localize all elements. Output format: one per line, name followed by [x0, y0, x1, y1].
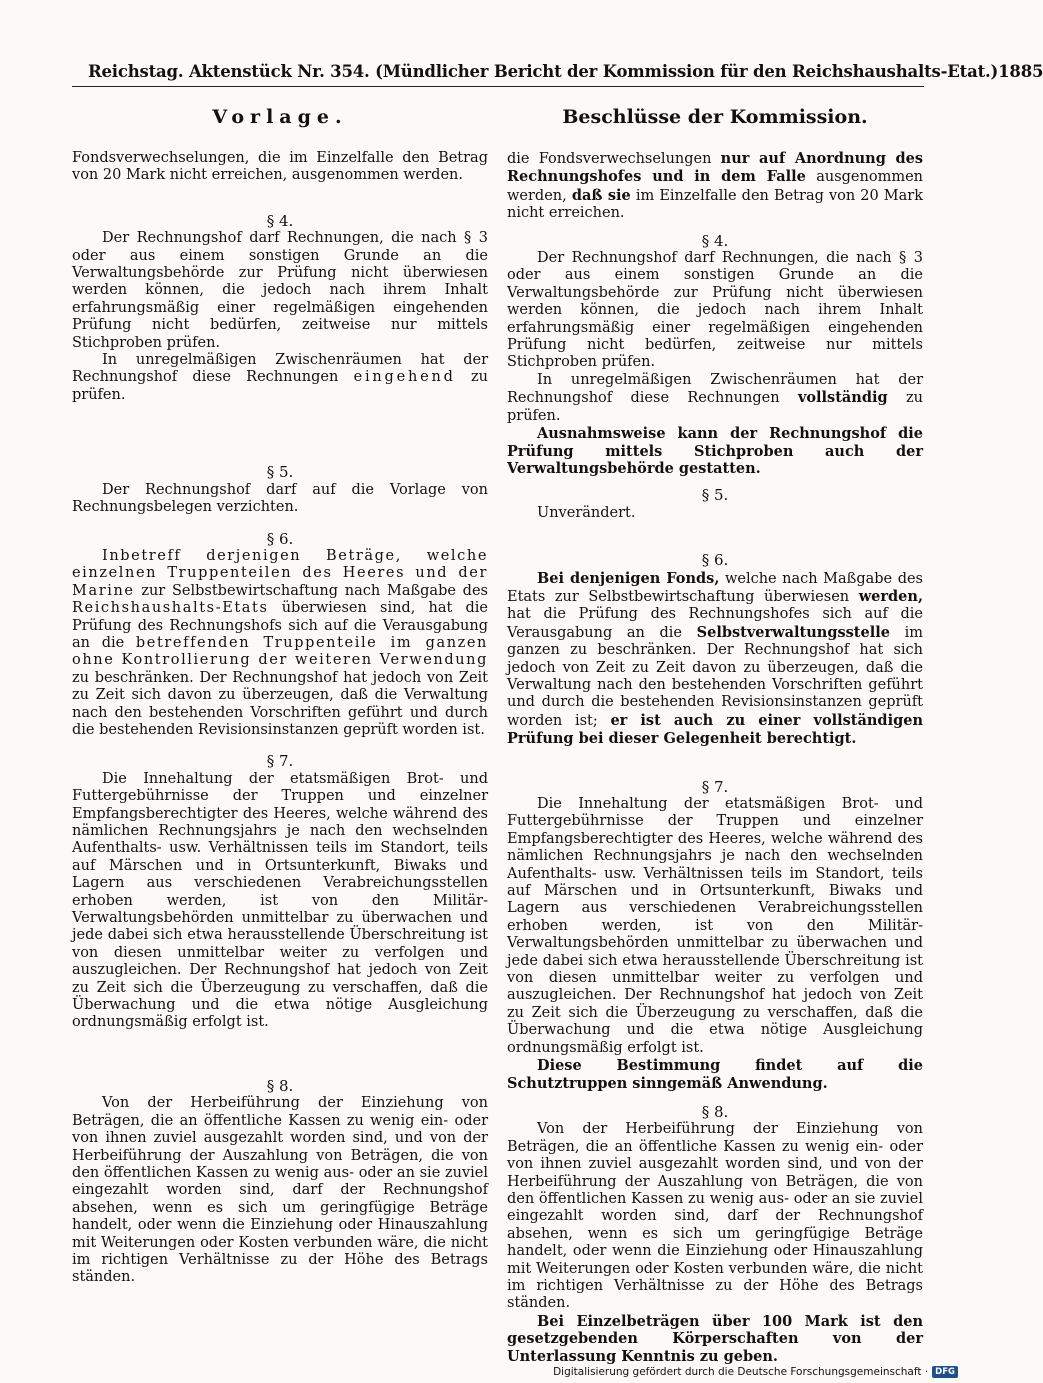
text-run: im ganzen zu beschränken. Der Rechnungshof hat sich jedoch von Zeit zu Zeit davon zu überzeugen, daß die Verwaltung nach den bestehenden Vorschriften geführt und durch die bestehenden Revisionsinstanzen geprüft worden ist;: [507, 624, 923, 729]
header-rule: [72, 86, 924, 87]
bold-text: Bei denjenigen Fonds,: [537, 569, 720, 587]
section-4-paragraph-3: Ausnahmsweise kann der Rechnungshof die Prüfung mittels Stichproben auch der Verwaltungsbehörde gestatten.: [507, 425, 923, 477]
bold-text: Selbstverwaltungsstelle: [696, 623, 890, 641]
section-4-paragraph-2: [507, 372, 923, 425]
text-run: zu prüfen.: [72, 369, 488, 403]
intro-paragraph: [507, 150, 923, 223]
intro-paragraph: Fondsverwechselungen, die im Einzelfalle den Betrag von 20 Mark nicht erreichen, ausgenommen werden.: [72, 150, 488, 184]
section-heading-7: § 7.: [701, 777, 729, 796]
text-run: In unregelmäßigen Zwischenräumen hat der Rechnungshof diese Rechnungen: [72, 352, 488, 386]
header-title: Reichstag. Aktenstück Nr. 354. (Mündlicher Bericht der Kommission für den Reichshaushalts-Etat.): [88, 62, 999, 81]
page-number: 1885: [998, 62, 1043, 81]
bold-text: werden,: [858, 587, 923, 605]
section-8-paragraph-1: Von der Herbeiführung der Einziehung von Beträgen, die an öffentliche Kassen zu wenig ein- oder von ihnen zuviel ausgezahlt worden sind, und von der Herbeiführung der Auszahlung von Beträgen, die von den öffentlichen Kassen zu wenig aus- oder an sie zuviel eingezahlt worden sind, darf der Rechnungshof absehen, wenn es sich um geringfügige Beträge handelt, oder wenn die Einziehung oder Hinauszahlung mit Weiterungen oder Kosten verbunden wäre, die nicht im richtigen Verhältnisse zu der Höhe des Betrags ständen.: [507, 1121, 923, 1312]
spaced-text: betreffenden Truppenteile im ganzen ohne Kontrollierung der weiteren Verwendung: [72, 634, 488, 669]
section-heading-4: § 4.: [701, 231, 729, 250]
section-7-paragraph-1: Die Innehaltung der etatsmäßigen Brot- und Futtergebührnisse der Truppen und einzelner Empfangsberechtigter des Heeres, welche während des nämlichen Rechnungsjahrs je nach den wechselnden Aufenthalts- usw. Verhältnissen teils im Standort, teils auf Märschen und in Ortsunterkunft, Biwaks und Lagern aus verschiedenen Verabreichungsstellen erhoben werden, ist von den Militär-Verwaltungsbehörden unmittelbar zu überwachen und jede dabei sich etwa herausstellende Überschreitung ist von diesen unmittelbar weiter zu verfolgen und auszugleichen. Der Rechnungshof hat jedoch von Zeit zu Zeit sich die Überzeugung zu verschaffen, daß die Überwachung und die etwa nötige Ausgleichung ordnungsmäßig erfolgt ist.: [72, 770, 488, 1031]
bold-text: er ist auch zu einer vollständigen Prüfung bei dieser Gelegenheit berechtigt.: [507, 711, 923, 748]
section-heading-6: § 6.: [701, 551, 729, 570]
section-heading-5: § 5.: [701, 486, 729, 505]
section-4-paragraph-1: Der Rechnungshof darf Rechnungen, die nach § 3 oder aus einem sonstigen Grunde an die Verwaltungsbehörde zur Prüfung nicht überwiesen werden können, die jedoch nach ihrem Inhalt erfahrungsmäßig einer regelmäßigen eingehenden Prüfung nicht bedürfen, zeitweise nur mittels Stichproben prüfen.: [72, 230, 488, 351]
section-heading-6: § 6.: [266, 529, 294, 548]
column-vorlage: [72, 106, 488, 1287]
text-run: zu beschränken. Der Rechnungshof hat jedoch von Zeit zu Zeit sich davon zu überzeugen, daß die Verwaltung nach den bestehenden Vorschriften geführt und durch die bestehenden Revisionsinstanzen geprüft worden ist.: [72, 669, 488, 738]
section-4-paragraph-2: [72, 352, 488, 404]
column-title-beschluesse: Beschlüsse der Kommission.: [562, 106, 868, 128]
spaced-text: Inbetreff derjenigen Beträge, welche einzelnen Truppenteilen des Heeres und der Marine: [72, 547, 488, 599]
section-heading-8: § 8.: [701, 1102, 729, 1121]
section-heading-8: § 8.: [266, 1076, 294, 1095]
section-6-paragraph-1: [507, 570, 923, 749]
text-run: die Fondsverwechselungen: [507, 151, 721, 167]
text-run: überwiesen sind, hat die Prüfung des Rechnungshofs sich auf die Verausgabung an die: [72, 600, 488, 651]
text-run: zur Selbstbewirtschaftung nach Maßgabe des: [134, 582, 488, 599]
section-6-paragraph-1: [72, 548, 488, 739]
section-7-paragraph-2: Diese Bestimmung findet auf die Schutztruppen sinngemäß Anwendung.: [507, 1057, 923, 1092]
section-8-paragraph-2: Bei Einzelbeträgen über 100 Mark ist den gesetzgebenden Körperschaften von der Unterlassung Kenntnis zu geben.: [507, 1312, 923, 1365]
bold-text: nur auf Anordnung des Rechnungshofes und in dem Falle: [507, 150, 923, 186]
text-run: im Einzelfalle den Betrag von 20 Mark nicht erreichen.: [507, 187, 924, 222]
section-8-paragraph-1: Von der Herbeiführung der Einziehung von Beträgen, die an öffentliche Kassen zu wenig ein- oder von ihnen zuviel ausgezahlt worden sind, und von der Herbeiführung der Auszahlung von Beträgen, die von den öffentlichen Kassen zu wenig aus- oder an sie zuviel eingezahlt worden sind, darf der Rechnungshof absehen, wenn es sich um geringfügige Beträge handelt, oder wenn die Einziehung oder Hinauszahlung mit Weiterungen oder Kosten verbunden wäre, die nicht im richtigen Verhältnisse zu der Höhe des Betrags ständen.: [72, 1095, 488, 1286]
text-run: hat die Prüfung des Rechnungshofes sich auf die Verausgabung an die: [507, 606, 923, 641]
section-5-paragraph-1: Der Rechnungshof darf auf die Vorlage von Rechnungsbelegen verzichten.: [72, 481, 488, 516]
footer-text: Digitalisierung gefördert durch die Deutsche Forschungsgemeinschaft ·: [553, 1366, 929, 1378]
bold-text: daß sie: [571, 186, 631, 204]
digitization-footer: [553, 1366, 958, 1378]
section-heading-7: § 7.: [266, 752, 294, 771]
spaced-text: Reichshaushalts-Etats: [72, 600, 269, 617]
section-7-paragraph-1: Die Innehaltung der etatsmäßigen Brot- und Futtergebührnisse der Truppen und einzelner Empfangsberechtigter des Heeres, welche während des nämlichen Rechnungsjahrs je nach den wechselnden Aufenthalts- usw. Verhältnissen teils im Standort, teils auf Märschen und in Ortsunterkunft, Biwaks und Lagern aus verschiedenen Verabreichungsstellen erhoben werden, ist von den Militär-Verwaltungsbehörden unmittelbar zu überwachen und jede dabei sich etwa herausstellende Überschreitung ist von diesen unmittelbar weiter zu verfolgen und auszugleichen. Der Rechnungshof hat jedoch von Zeit zu Zeit sich die Überzeugung zu verschaffen, daß die Überwachung und die etwa nötige Ausgleichung ordnungsmäßig erfolgt ist.: [507, 796, 923, 1056]
bold-text: vollständig: [797, 389, 888, 407]
text-run: welche nach Maßgabe des Etats zur Selbstbewirtschaftung überwiesen: [507, 570, 923, 605]
dfg-logo-icon: DFG: [932, 1366, 958, 1378]
section-heading-5: § 5.: [266, 463, 294, 482]
column-beschluesse: [507, 106, 923, 1365]
text-run: zu prüfen.: [507, 390, 923, 424]
text-run: In unregelmäßigen Zwischenräumen hat der Rechnungshof diese Rechnungen: [507, 371, 923, 407]
page-header: [88, 62, 1043, 81]
column-title-vorlage: Vorlage.: [212, 106, 348, 128]
spaced-text: eingehend: [353, 369, 456, 386]
section-4-paragraph-1: Der Rechnungshof darf Rechnungen, die nach § 3 oder aus einem sonstigen Grunde an die Verwaltungsbehörde zur Prüfung nicht überwiesen werden können, die jedoch nach ihrem Inhalt erfahrungsmäßig einer regelmäßigen eingehenden Prüfung nicht bedürfen, zeitweise nur mittels Stichproben prüfen.: [507, 250, 923, 371]
section-heading-4: § 4.: [266, 211, 294, 230]
text-run: ausgenommen werden,: [507, 169, 923, 204]
section-5-paragraph-1: Unverändert.: [537, 504, 636, 521]
